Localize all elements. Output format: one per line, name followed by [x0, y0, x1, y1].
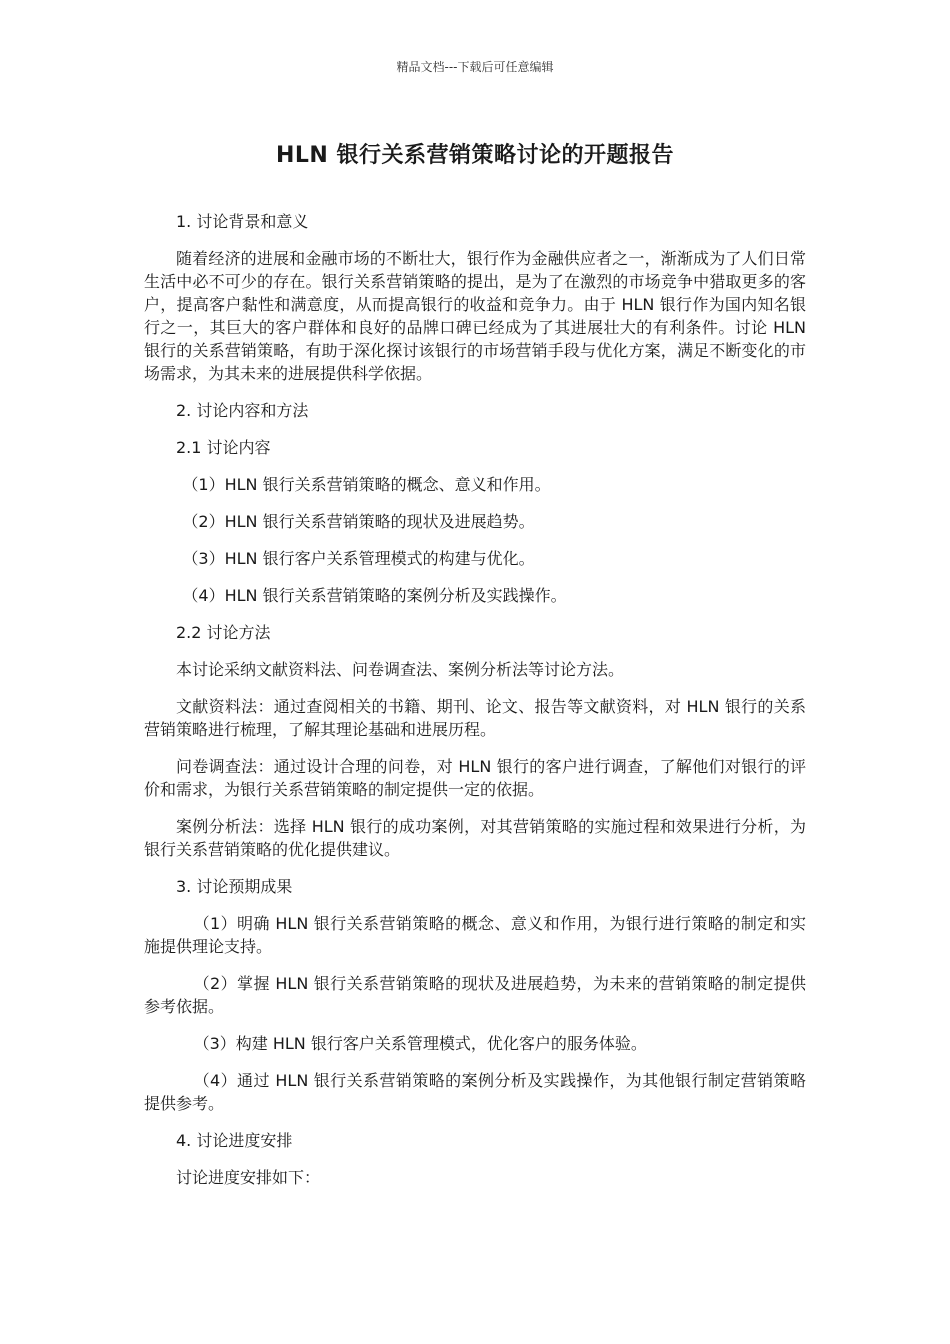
content-item-4: （4）HLN 银行关系营销策略的案例分析及实践操作。: [182, 586, 567, 605]
paragraph-background: 随着经济的进展和金融市场的不断壮大，银行作为金融供应者之一，渐渐成为了人们日常生活中必不可少的存在。银行关系营销策略的提出，是为了在激烈的市场竞争中猎取更多的客户，提高客户黏性和满意度，从而提高银行的收益和竞争力。由于 HLN 银行作为国内知名银行之一，其巨大的客户群体和良好的品牌口碑已经成为了其进展壮大的有利条件。讨论 HLN 银行的关系营销策略，有助于深化探讨该银行的市场营销手段与优化方案，满足不断变化的市场需求，为其未来的进展提供科学依据。: [144, 249, 806, 383]
paragraph-method-intro: 本讨论采纳文献资料法、问卷调查法、案例分析法等讨论方法。: [176, 660, 625, 679]
paragraph-survey-method: 问卷调查法：通过设计合理的问卷，对 HLN 银行的客户进行调查，了解他们对银行的评价和需求，为银行关系营销策略的制定提供一定的依据。: [144, 757, 806, 799]
section-heading-background: 1. 讨论背景和意义: [176, 212, 309, 231]
section-heading-schedule: 4. 讨论进度安排: [176, 1131, 293, 1150]
result-item-3: （3）构建 HLN 银行客户关系管理模式，优化客户的服务体验。: [193, 1034, 647, 1053]
result-item-1: （1）明确 HLN 银行关系营销策略的概念、意义和作用，为银行进行策略的制定和实施提供理论支持。: [144, 914, 806, 956]
paragraph-case-method: 案例分析法：选择 HLN 银行的成功案例，对其营销策略的实施过程和效果进行分析，为银行关系营销策略的优化提供建议。: [144, 817, 806, 859]
document-body: [144, 210, 806, 1203]
content-item-3: （3）HLN 银行客户关系管理模式的构建与优化。: [182, 549, 535, 568]
paragraph-schedule-intro: 讨论进度安排如下：: [176, 1168, 321, 1187]
paragraph-literature-method: 文献资料法：通过查阅相关的书籍、期刊、论文、报告等文献资料，对 HLN 银行的关系营销策略进行梳理，了解其理论基础和进展历程。: [144, 697, 806, 739]
section-heading-content-method: 2. 讨论内容和方法: [176, 401, 309, 420]
page-header: 精品文档---下载后可任意编辑: [396, 60, 554, 74]
content-item-2: （2）HLN 银行关系营销策略的现状及进展趋势。: [182, 512, 535, 531]
subsection-heading-method: 2.2 讨论方法: [176, 623, 271, 642]
result-item-4: （4）通过 HLN 银行关系营销策略的案例分析及实践操作，为其他银行制定营销策略提供参考。: [144, 1071, 806, 1113]
content-item-1: （1）HLN 银行关系营销策略的概念、意义和作用。: [182, 475, 551, 494]
document-title: HLN 银行关系营销策略讨论的开题报告: [275, 143, 674, 168]
result-item-2: （2）掌握 HLN 银行关系营销策略的现状及进展趋势，为未来的营销策略的制定提供参考依据。: [144, 974, 806, 1016]
subsection-heading-content: 2.1 讨论内容: [176, 438, 271, 457]
section-heading-expected-results: 3. 讨论预期成果: [176, 877, 293, 896]
